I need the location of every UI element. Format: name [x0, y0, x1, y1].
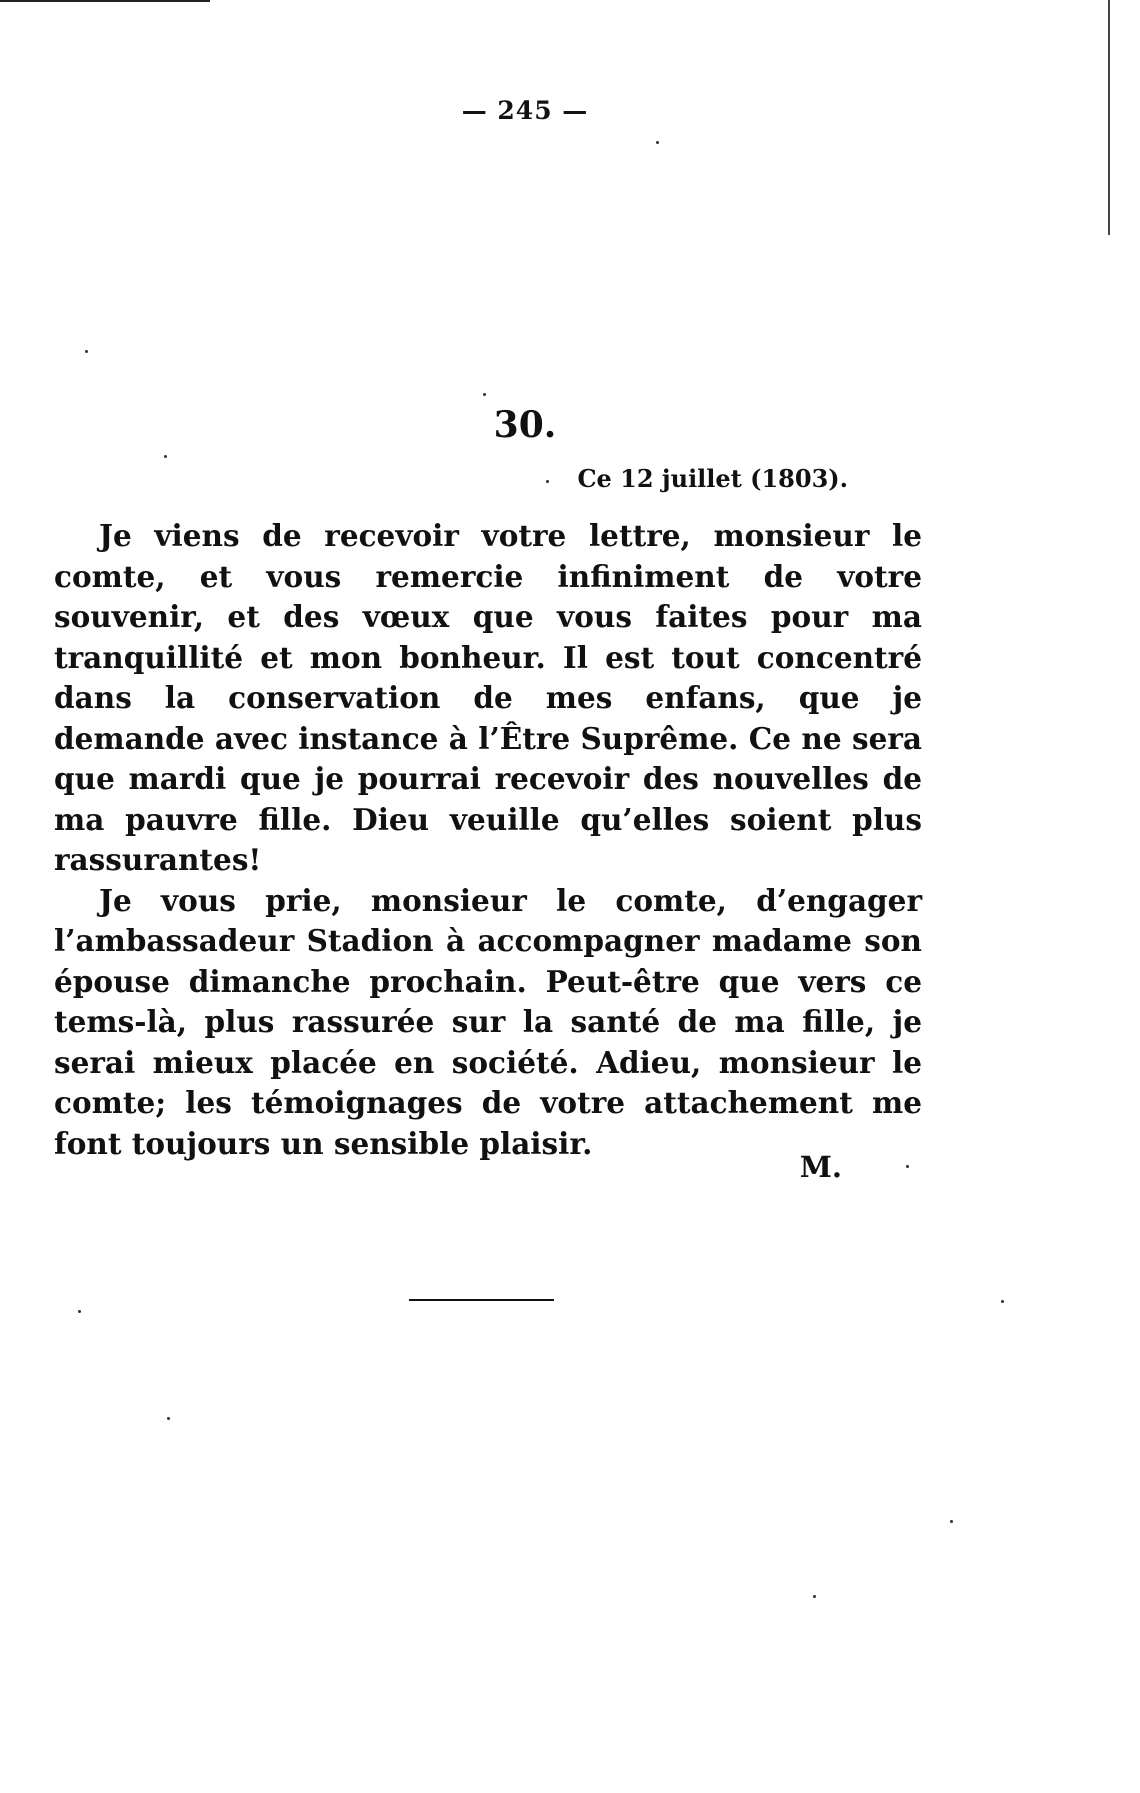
scan-speck — [656, 141, 659, 144]
closing-rule-divider — [409, 1299, 554, 1301]
letter-dateline: Ce 12 juillet (1803). — [577, 464, 848, 493]
scan-speck — [1001, 1300, 1004, 1303]
letter-number-heading: 30. — [493, 404, 557, 446]
paragraph-1: Je viens de recevoir votre lettre, monsieur le comte, et vous remercie infiniment de votre souvenir, et des vœux que vous faites pour ma tranquillité et mon bonheur. Il est tout concentré dans la conservation de mes enfans, que je demande avec instance à l’Être Suprême. Ce ne sera que mardi que je pourrai recevoir des nouvelles de ma pauvre fille. Dieu veuille qu’elles soient plus rassurantes! — [54, 518, 922, 877]
scan-speck — [78, 1310, 81, 1313]
scan-border-right — [1108, 0, 1110, 235]
scan-speck — [546, 480, 549, 483]
page-number: — 245 — — [461, 96, 589, 125]
scan-speck — [906, 1165, 909, 1168]
scan-speck — [164, 455, 167, 458]
letter-body — [54, 516, 922, 1164]
scan-speck — [813, 1595, 816, 1598]
scan-speck — [950, 1520, 953, 1523]
scan-speck — [167, 1417, 170, 1420]
paragraph-2: Je vous prie, monsieur le comte, d’engager l’ambassadeur Stadion à accompagner madame son épouse dimanche prochain. Peut-être que vers ce tems-là, plus rassurée sur la santé de ma fille, je serai mieux placée en société. Adieu, monsieur le comte; les témoignages de votre attachement me font toujours un sensible plaisir. — [54, 882, 922, 1161]
signature: M. — [799, 1150, 842, 1184]
scan-border-top — [0, 0, 210, 2]
scan-speck — [483, 393, 486, 396]
scan-speck — [85, 350, 88, 353]
